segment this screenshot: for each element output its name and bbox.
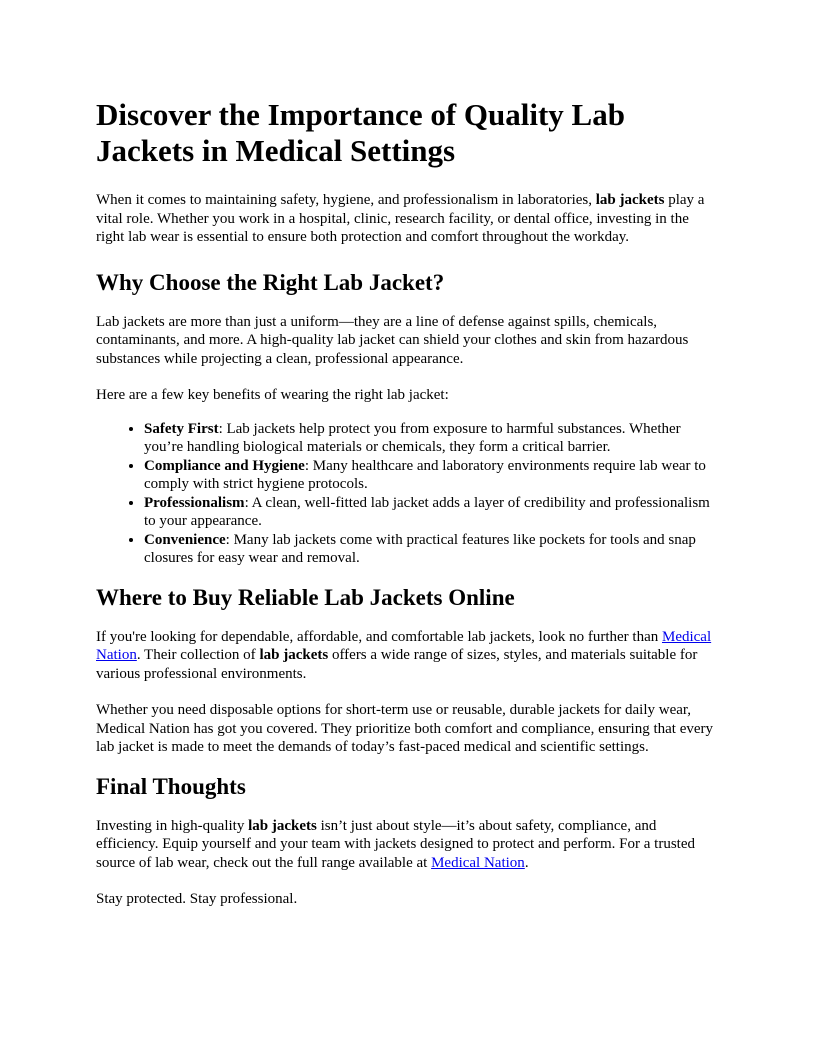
benefit-term: Compliance and Hygiene <box>144 457 305 474</box>
benefit-term: Professionalism <box>144 494 245 511</box>
where-text-mid: . Their collection of <box>136 647 260 663</box>
medical-nation-link[interactable]: Medical Nation <box>96 628 712 663</box>
intro-paragraph <box>96 191 720 247</box>
benefits-list <box>96 420 720 568</box>
final-text-after: . <box>524 854 529 871</box>
where-text-after: offers a wide range of sizes, styles, and materials suitable for various professional environments. <box>96 647 698 682</box>
final-text-mid: isn’t just about style—it’s about safety, compliance, and efficiency. Equip yourself and your team with jackets designed to protect and perform. For a trusted source of lab wear, check out the full range available at <box>96 817 695 871</box>
final-bold-keyword: lab jackets <box>248 817 317 834</box>
final-paragraph-1 <box>96 817 720 873</box>
intro-text-after: play a vital role. Whether you work in a hospital, clinic, research facility, or dental office, investing in the right lab wear is essential to ensure both protection and comfort throughout the workday. <box>96 192 705 245</box>
intro-bold-keyword: lab jackets <box>595 192 665 208</box>
benefit-text: : A clean, well-fitted lab jacket adds a layer of credibility and professionalism to your appearance. <box>144 494 710 529</box>
page-title: Discover the Importance of Quality Lab Jackets in Medical Settings <box>96 97 625 168</box>
benefit-text: : Many lab jackets come with practical features like pockets for tools and snap closures for easy wear and removal. <box>144 531 696 566</box>
benefit-term: Safety First <box>144 420 219 437</box>
benefit-text: : Lab jackets help protect you from exposure to harmful substances. Whether you’re handling biological materials or chemicals, they form a critical barrier. <box>144 420 681 455</box>
where-paragraph-1 <box>96 628 720 684</box>
intro-text-before: When it comes to maintaining safety, hygiene, and professionalism in laboratories, <box>96 192 596 208</box>
where-text-before: If you're looking for dependable, affordable, and comfortable lab jackets, look no further than <box>96 628 662 645</box>
why-paragraph-1: Lab jackets are more than just a uniform—they are a line of defense against spills, chemicals, contaminants, and more. A high-quality lab jacket can shield your clothes and skin from hazardous substances while projecting a clean, professional appearance. <box>96 313 689 367</box>
final-paragraph-2: Stay protected. Stay professional. <box>96 891 298 907</box>
final-text-before: Investing in high-quality <box>96 817 249 834</box>
benefit-term: Convenience <box>144 531 226 548</box>
benefit-compliance-hygiene <box>144 457 720 494</box>
where-bold-keyword: lab jackets <box>259 647 329 663</box>
heading-why-choose: Why Choose the Right Lab Jacket? <box>96 269 445 295</box>
medical-nation-link-final[interactable]: Medical Nation <box>431 854 525 871</box>
why-paragraph-2: Here are a few key benefits of wearing the right lab jacket: <box>96 387 449 403</box>
benefit-text: : Many healthcare and laboratory environments require lab wear to comply with strict hygiene protocols. <box>144 457 706 492</box>
heading-where-to-buy: Where to Buy Reliable Lab Jackets Online <box>96 584 515 610</box>
where-paragraph-2: Whether you need disposable options for short-term use or reusable, durable jackets for daily wear, Medical Nation has got you covered. They prioritize both comfort and compliance, ensuring that every lab jacket is made to meet the demands of today’s fast-paced medical and scientific settings. <box>96 702 714 755</box>
benefit-professionalism <box>144 494 720 531</box>
benefit-convenience <box>144 531 720 568</box>
benefit-safety-first <box>144 420 720 457</box>
heading-final-thoughts: Final Thoughts <box>96 773 246 799</box>
